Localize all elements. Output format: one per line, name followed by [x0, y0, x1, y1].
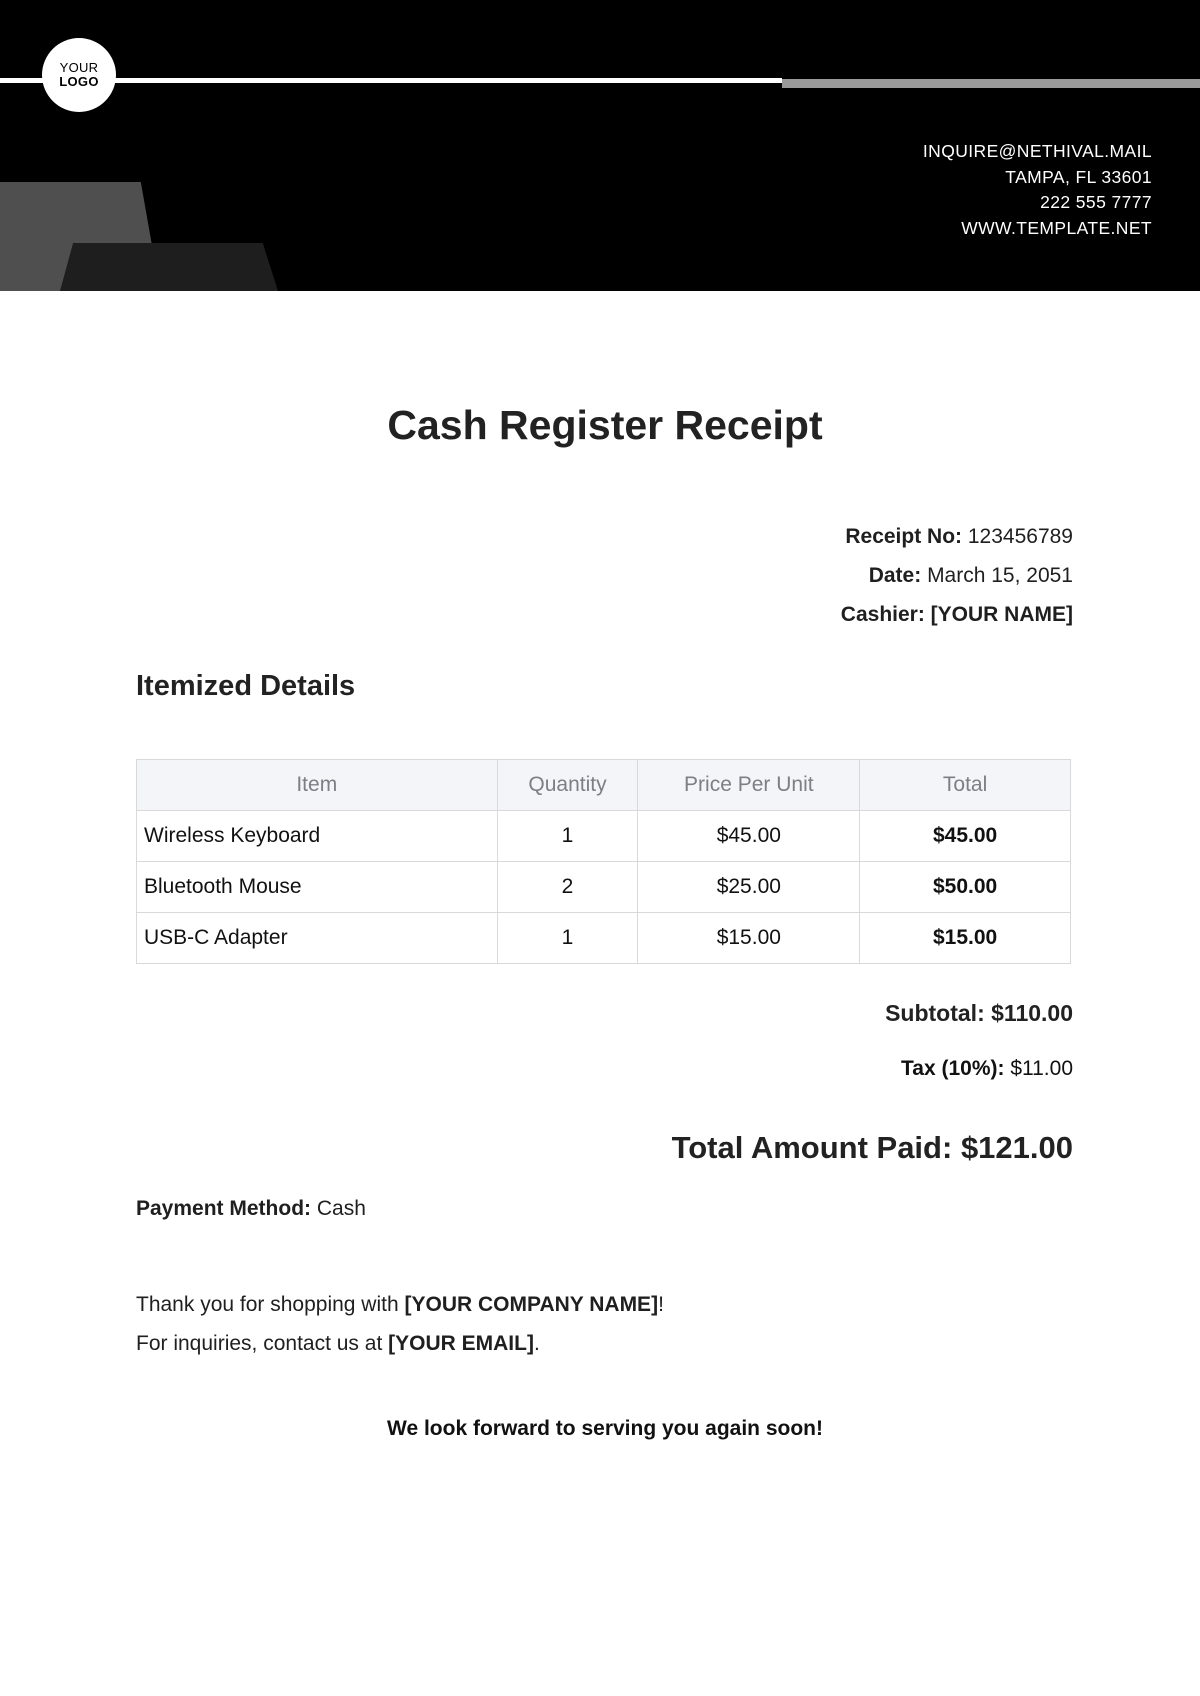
column-header-quantity: Quantity [497, 760, 638, 811]
cashier-label: Cashier: [840, 603, 925, 626]
receipt-date-value: March 15, 2051 [927, 564, 1073, 587]
itemized-details-heading: Itemized Details [136, 670, 356, 702]
company-name-placeholder: [YOUR COMPANY NAME] [404, 1293, 659, 1316]
table-row [137, 811, 1071, 862]
cell-quantity: 2 [497, 862, 638, 913]
header-accent-line [782, 79, 1200, 88]
company-logo [42, 38, 116, 112]
page-header [0, 0, 1200, 291]
inquiries-suffix: . [533, 1332, 540, 1355]
column-header-price: Price Per Unit [638, 760, 860, 811]
cell-price: $45.00 [638, 811, 860, 862]
total-amount-label: Total Amount Paid: [671, 1130, 953, 1165]
cell-total: $45.00 [860, 811, 1071, 862]
thank-you-line [136, 1285, 664, 1324]
email-placeholder: [YOUR EMAIL] [388, 1332, 534, 1355]
receipt-number-label: Receipt No: [845, 525, 963, 548]
subtotal-value: $110.00 [991, 1000, 1073, 1026]
cell-total: $15.00 [860, 913, 1071, 964]
inquiries-line [136, 1324, 664, 1363]
cell-price: $25.00 [638, 862, 860, 913]
subtotal-line [885, 1000, 1073, 1027]
cell-price: $15.00 [638, 913, 860, 964]
receipt-date-row [841, 556, 1073, 595]
table-header-row [137, 760, 1071, 811]
logo-text-top: YOUR [59, 60, 99, 76]
cashier-row [841, 595, 1073, 634]
inquiries-prefix: For inquiries, contact us at [136, 1332, 389, 1355]
total-amount-line [672, 1130, 1073, 1166]
table-row [137, 862, 1071, 913]
payment-method-value: Cash [316, 1197, 366, 1220]
document-title: Cash Register Receipt [387, 402, 823, 448]
total-amount-value: $121.00 [960, 1130, 1073, 1165]
cell-quantity: 1 [497, 811, 638, 862]
cell-quantity: 1 [497, 913, 638, 964]
table-row [137, 913, 1071, 964]
receipt-meta [841, 517, 1073, 634]
receipt-number-value: 123456789 [967, 525, 1073, 548]
contact-address: TAMPA, FL 33601 [1005, 166, 1152, 187]
payment-method-label: Payment Method: [136, 1197, 312, 1220]
logo-text-bottom: LOGO [59, 74, 99, 89]
tax-line [901, 1057, 1073, 1081]
decorative-shape-dark [60, 243, 278, 291]
receipt-date-label: Date: [868, 564, 922, 587]
items-table [136, 759, 1071, 964]
column-header-item: Item [137, 760, 498, 811]
cell-total: $50.00 [860, 862, 1071, 913]
contact-block [923, 139, 1152, 241]
tax-value: $11.00 [1010, 1057, 1073, 1080]
thank-you-suffix: ! [658, 1293, 664, 1316]
cell-item: USB-C Adapter [137, 913, 498, 964]
subtotal-label: Subtotal: [885, 1000, 985, 1026]
cashier-value: [YOUR NAME] [930, 603, 1073, 626]
closing-message: We look forward to serving you again soon! [387, 1417, 823, 1440]
tax-label: Tax (10%): [901, 1057, 1005, 1080]
contact-website: WWW.TEMPLATE.NET [961, 217, 1152, 238]
payment-method-line [136, 1197, 366, 1221]
thank-you-prefix: Thank you for shopping with [136, 1293, 405, 1316]
column-header-total: Total [860, 760, 1071, 811]
cell-item: Bluetooth Mouse [137, 862, 498, 913]
cell-item: Wireless Keyboard [137, 811, 498, 862]
contact-email: INQUIRE@NETHIVAL.MAIL [922, 141, 1152, 161]
header-divider-line [0, 78, 782, 83]
receipt-number-row [841, 517, 1073, 556]
thank-you-message [136, 1285, 664, 1363]
contact-phone: 222 555 7777 [1040, 192, 1152, 212]
